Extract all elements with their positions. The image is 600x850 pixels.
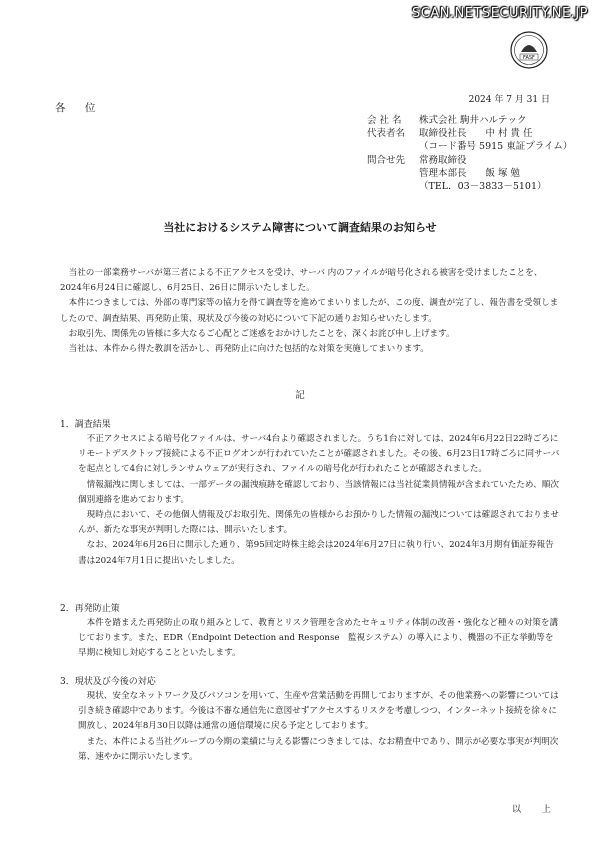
section-paragraph: 本件を踏まえた再発防止の取り組みとして、教育とリスク管理を含めたセキュリティ体制の改善・強化など種々の対策を講じております。また、EDR（Endpoint Detection and Response 監視システム）の導入により、機器の不正な挙動等を早期に検知し対応することといたします。 <box>78 618 559 659</box>
document-date: 2024 年 7 月 31 日 <box>468 95 550 105</box>
company-name: 株式会社 駒井ハルテック <box>419 115 527 126</box>
section-paragraph: 現時点において、その他個人情報及びお取引先、関係先の皆様からお預かりした情報の漏洩については確認されておりませんが、新たな事実が判明した際には、開示いたします。 <box>78 510 559 536</box>
contact-person: 管理本部長 飯 塚 勉 <box>419 167 521 179</box>
section-3-body <box>78 689 560 765</box>
contact-label: 問合せ先 <box>367 154 406 166</box>
intro-text <box>60 266 560 357</box>
section-2-heading: 2．再発防止策 <box>60 604 120 614</box>
ki-heading: 記 <box>295 390 305 401</box>
section-paragraph: 不正アクセスによる暗号化ファイルは、サーバ4台より確認されました。うち1台に対しては、2024年6月22日22時ごろにリモートデスクトップ接続による不正ログオンが行われていたことが確認されました。その後、6月23日17時ごろに同サーバを起点として4台に対しランサムウェアが実行され、ファイルの暗号化が行われたことが確認されました。 <box>78 434 560 475</box>
sender-block <box>367 114 572 193</box>
section-paragraph: また、本件による当社グループの今期の業績に与える影響につきましては、なお精査中であり、開示が必要な事実が判明次第、速やかに開示いたします。 <box>78 736 559 762</box>
intro-paragraph: 当社の一部業務サーバが第三者による不正アクセスを受け、サーバ 内のファイルが暗号化される被害を受けましたことを、2024年6月24日に確認し、6月25日、26日に開示いたしました。 <box>60 268 543 294</box>
section-2-body <box>78 616 560 662</box>
intro-paragraph: 本件につきましては、外部の専門家等の協力を得て調査等を進めてまいりましたが、この度、調査が完了し、報告書を受領しましたので、調査結果、再発防止策、現状及び今後の対応について下記の通りお知らせいたします。 <box>60 298 559 324</box>
section-paragraph: 現状、安全なネットワーク及びパソコンを用いて、生産や営業活動を再開しておりますが、その他業務への影響については引き続き確認中であります。今後は不審な通信先に意図せずアクセスするリスクを考慮しつつ、インターネット接続を徐々に開放し、2024年8月30日以降は通常の通信環境に戻る予定としております。 <box>78 691 559 732</box>
stock-code: （コード番号 5915 東証プライム） <box>419 141 573 153</box>
company-label: 会 社 名 <box>367 115 402 126</box>
intro-paragraph: 当社は、本件から得た教訓を活かし、再発防止に向けた包括的な対策を実施してまいります。 <box>68 344 429 355</box>
contact-row <box>367 154 572 167</box>
contact-tel: （TEL．03－3833－5101） <box>419 181 547 193</box>
representative-name: 取締役社長 中 村 貴 任 <box>419 128 533 140</box>
intro-paragraph: お取引先、関係先の皆様に多大なるご心配とご迷惑をおかけしたことを、深くお詫び申し上げます。 <box>68 328 455 339</box>
addressee: 各 位 <box>55 102 104 114</box>
section-1-body <box>78 432 560 569</box>
closing-mark: 以 上 <box>512 805 560 815</box>
representative-row <box>367 127 572 140</box>
section-paragraph: 情報漏洩に関しましては、一部データの漏洩痕跡を確認しており、当該情報には当社従業員情報が含まれていたため、順次個別連絡を進めております。 <box>78 479 559 505</box>
representative-label: 代表者名 <box>367 128 406 140</box>
contact-title: 常務取締役 <box>419 154 467 166</box>
company-row <box>367 114 572 127</box>
section-paragraph: なお、2024年6月26日に開示した通り、第95回定時株主総会は2024年6月27日に執り行い、2024年3月期有価証券報告書は2024年7月1日に提出いたしました。 <box>78 540 554 566</box>
section-1-heading: 1．調査結果 <box>60 420 111 430</box>
site-watermark: SCAN.NETSECURITY.NE.JP <box>411 6 588 21</box>
svg-text:FASF: FASF <box>523 55 535 61</box>
section-3-heading: 3．現状及び今後の対応 <box>60 677 156 687</box>
company-logo <box>509 30 549 70</box>
document-title: 当社におけるシステム障害について調査結果のお知らせ <box>163 221 437 234</box>
